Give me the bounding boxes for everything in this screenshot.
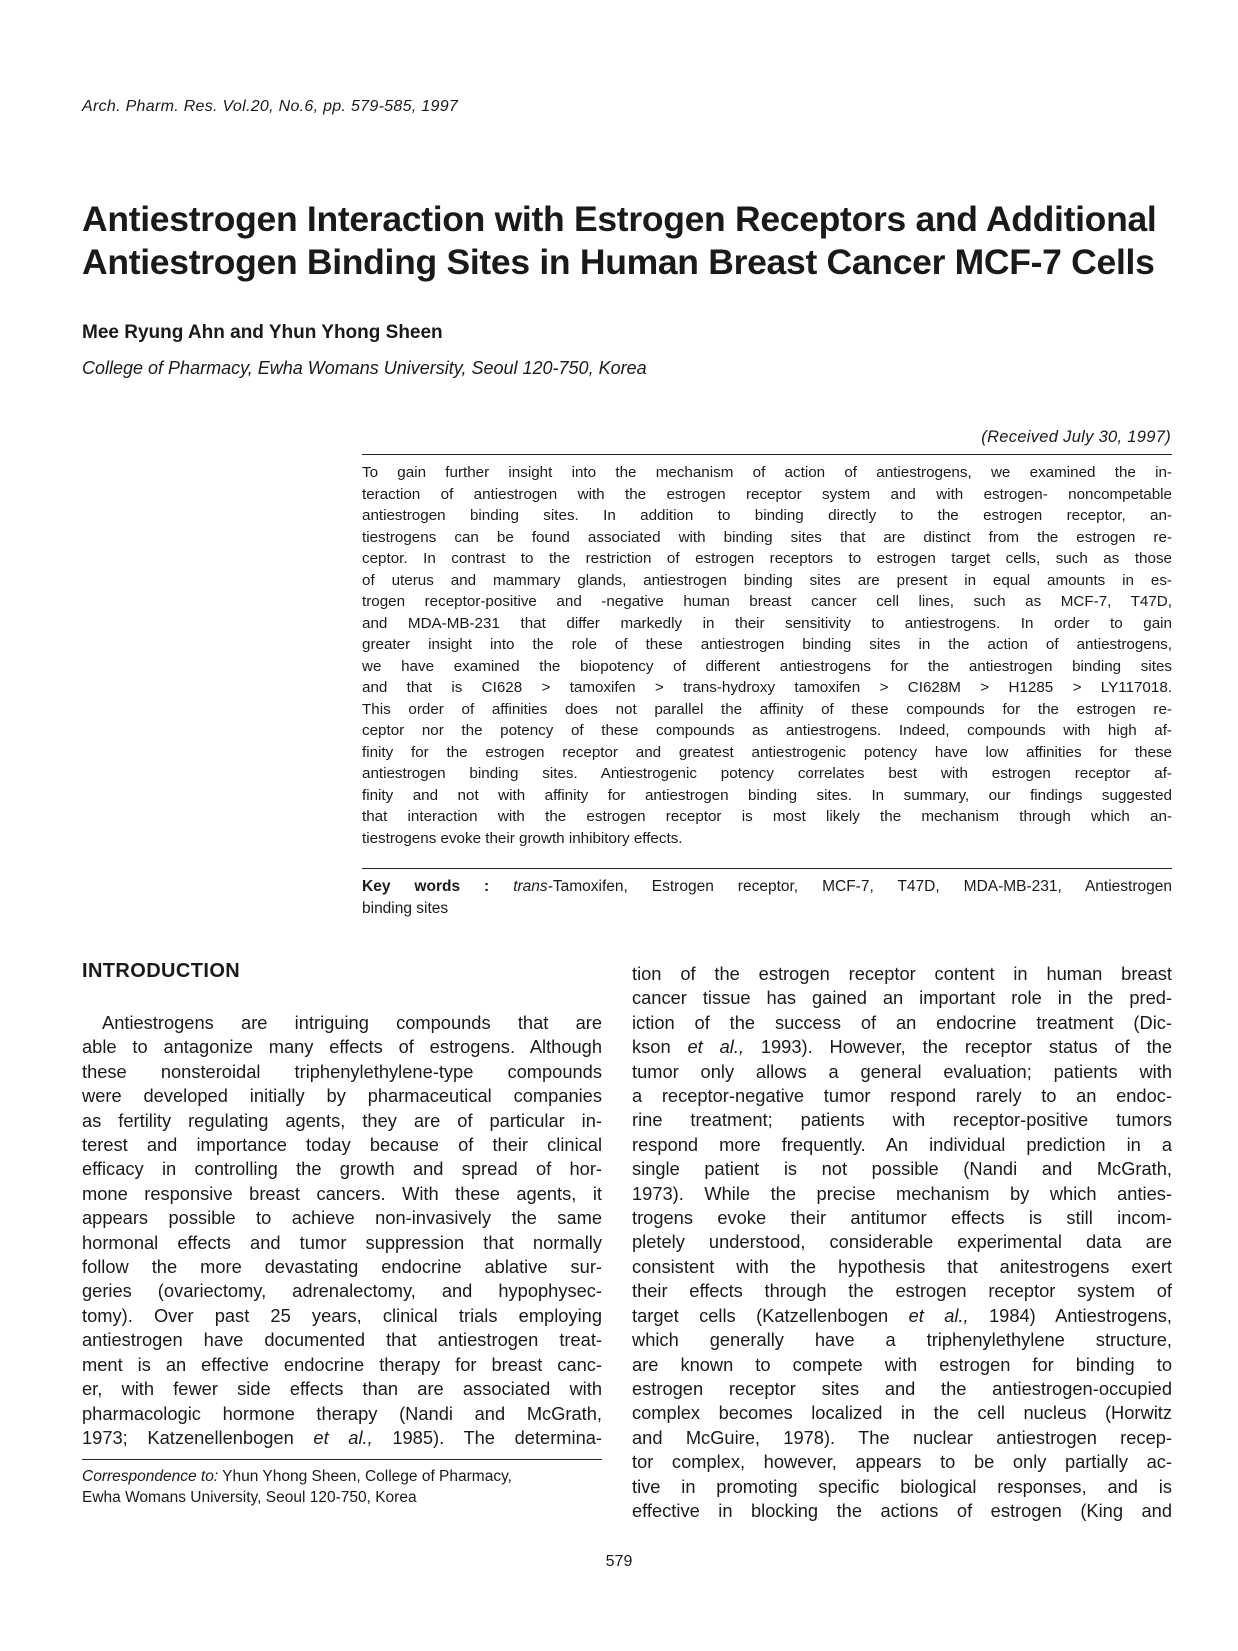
- keywords: [362, 876, 1172, 919]
- text-line: tive in promoting specific biological responses, and is: [632, 1475, 1172, 1497]
- text-line: a receptor-negative tumor respond rarely to an endoc-: [632, 1085, 1172, 1107]
- text-line: iction of the success of an endocrine treatment (Dic-: [632, 1011, 1172, 1033]
- abstract-line: This order of affinities does not parallel the affinity of these compounds for the estrogen re-: [362, 700, 1172, 718]
- keywords-list: Tamoxifen, Estrogen receptor, MCF-7, T47D, MDA-MB-231, Antiestrogen: [552, 878, 1173, 895]
- text-line: pletely understood, considerable experimental data are: [632, 1231, 1172, 1253]
- text-line: appears possible to achieve non-invasively the same: [82, 1207, 602, 1229]
- correspondence-footnote: [82, 1466, 602, 1508]
- text-line: cancer tissue has gained an important role in the pred-: [632, 987, 1172, 1009]
- text-line: follow the more devastating endocrine ablative sur-: [82, 1256, 602, 1278]
- footnote-text: Yhun Yhong Sheen, College of Pharmacy,: [218, 1468, 512, 1485]
- text-line: as fertility regulating agents, they are of particular in-: [82, 1109, 602, 1131]
- abstract-line: finity for the estrogen receptor and greatest antiestrogenic potency have low affinities for these: [362, 743, 1172, 761]
- footnote-line-1: [82, 1466, 602, 1487]
- text-line: effective in blocking the actions of estrogen (King and: [632, 1499, 1172, 1521]
- text-line: hormonal effects and tumor suppression that normally: [82, 1231, 602, 1253]
- keywords-italic-prefix: trans-: [513, 878, 553, 895]
- text-run: 1993). However, the receptor status of the: [743, 1036, 1172, 1058]
- received-date: (Received July 30, 1997): [981, 428, 1171, 446]
- text-line: estrogen receptor sites and the antiestrogen-occupied: [632, 1377, 1172, 1399]
- text-line: were developed initially by pharmaceutical companies: [82, 1085, 602, 1107]
- text-line: these nonsteroidal triphenylethylene-type compounds: [82, 1060, 602, 1082]
- text-line: 1973). While the precise mechanism by which anties-: [632, 1182, 1172, 1204]
- text-line: [82, 1426, 602, 1450]
- abstract-line: trogen receptor-positive and -negative human breast cancer cell lines, such as MCF-7, T47D,: [362, 593, 1172, 610]
- abstract-line: ceptor nor the potency of these compounds as antiestrogens. Indeed, compounds with high af-: [362, 722, 1172, 739]
- text-line: [632, 1035, 1172, 1059]
- abstract-line: that interaction with the estrogen receptor is most likely the mechanism through which an-: [362, 808, 1172, 825]
- abstract-line: antiestrogen binding sites. Antiestrogenic potency correlates best with estrogen receptor af-: [362, 765, 1172, 782]
- title-line-2: Antiestrogen Binding Sites in Human Breast Cancer MCF-7 Cells: [82, 242, 1155, 282]
- keywords-label: Key words :: [362, 878, 490, 895]
- text-line: [632, 1304, 1172, 1328]
- author-affiliation: College of Pharmacy, Ewha Womans University, Seoul 120-750, Korea: [82, 358, 647, 378]
- keywords-line-2: binding sites: [362, 899, 449, 917]
- text-line: terest and importance today because of their clinical: [82, 1134, 602, 1156]
- text-line: er, with fewer side effects than are associated with: [82, 1378, 602, 1400]
- text-line: ment is an effective endocrine therapy for breast canc-: [82, 1353, 602, 1375]
- text-line: able to antagonize many effects of estrogens. Although: [82, 1036, 602, 1058]
- text-run: 1984) Antiestrogens,: [968, 1304, 1172, 1326]
- text-line: respond more frequently. An individual prediction in a: [632, 1133, 1172, 1155]
- text-line: trogens evoke their antitumor effects is still incom-: [632, 1207, 1172, 1229]
- body-column-left: [82, 1011, 602, 1450]
- abstract-line: teraction of antiestrogen with the estrogen receptor system and with estrogen- noncompetable: [362, 485, 1172, 503]
- abstract-line: ceptor. In contrast to the restriction of estrogen receptors to estrogen target cells, such as those: [362, 550, 1172, 567]
- footnote-label: Correspondence to:: [82, 1468, 219, 1485]
- text-line: geries (ovariectomy, adrenalectomy, and hypophysec-: [82, 1280, 602, 1302]
- citation-et-al: et al.,: [908, 1304, 969, 1326]
- text-line: pharmacologic hormone therapy (Nandi and McGrath,: [82, 1402, 602, 1424]
- footnote-line-2: Ewha Womans University, Seoul 120-750, Korea: [82, 1489, 417, 1506]
- abstract-line: and that is CI628 > tamoxifen > trans-hydroxy tamoxifen > CI628M > H1285 > LY117018.: [362, 679, 1172, 696]
- author-list: Mee Ryung Ahn and Yhun Yhong Sheen: [82, 322, 443, 343]
- journal-reference: Arch. Pharm. Res. Vol.20, No.6, pp. 579-585, 1997: [82, 98, 459, 115]
- keywords-line-1: [362, 876, 1172, 898]
- text-line: antiestrogen have documented that antiestrogen treat-: [82, 1329, 602, 1351]
- page-number: 579: [605, 1553, 633, 1570]
- text-run: 1973; Katzenellenbogen: [82, 1426, 314, 1448]
- title-line-1: Antiestrogen Interaction with Estrogen Receptors and Additional: [82, 199, 1157, 239]
- text-run: 1985). The determina-: [372, 1426, 602, 1448]
- abstract-line: To gain further insight into the mechanism of action of antiestrogens, we examined the in-: [362, 464, 1172, 481]
- abstract: [362, 462, 1172, 849]
- body-column-right: [632, 962, 1172, 1523]
- text-line: single patient is not possible (Nandi and McGrath,: [632, 1158, 1172, 1180]
- article-title: [82, 198, 1172, 284]
- text-line: Antiestrogens are intriguing compounds that are: [102, 1012, 602, 1033]
- text-line: consistent with the hypothesis that anitestrogens exert: [632, 1255, 1172, 1277]
- text-run: target cells (Katzellenbogen: [632, 1304, 909, 1326]
- abstract-line: and MDA-MB-231 that differ markedly in their sensitivity to antiestrogens. In order to gain: [362, 614, 1172, 632]
- abstract-line: of uterus and mammary glands, antiestrogen binding sites are present in equal amounts in es-: [362, 571, 1172, 589]
- abstract-top-rule: [362, 454, 1172, 455]
- text-line: mone responsive breast cancers. With these agents, it: [82, 1182, 602, 1204]
- text-line: complex becomes localized in the cell nucleus (Horwitz: [632, 1402, 1172, 1424]
- abstract-bottom-rule: [362, 868, 1172, 869]
- abstract-line: antiestrogen binding sites. In addition to binding directly to the estrogen receptor, an-: [362, 507, 1172, 524]
- text-line: which generally have a triphenylethylene structure,: [632, 1329, 1172, 1351]
- text-line: tumor only allows a general evaluation; patients with: [632, 1060, 1172, 1082]
- text-line: their effects through the estrogen receptor system of: [632, 1280, 1172, 1302]
- footnote-rule: [82, 1459, 602, 1460]
- abstract-line: tiestrogens evoke their growth inhibitory effects.: [362, 829, 683, 847]
- citation-et-al: et al.,: [313, 1426, 373, 1448]
- abstract-line: we have examined the biopotency of different antiestrogens for the antiestrogen binding sites: [362, 657, 1172, 675]
- text-run: kson: [632, 1036, 688, 1058]
- abstract-line: greater insight into the role of these antiestrogen binding sites in the action of antiestrogens,: [362, 636, 1172, 653]
- text-line: efficacy in controlling the growth and spread of hor-: [82, 1158, 602, 1180]
- text-line: tomy). Over past 25 years, clinical trials employing: [82, 1304, 602, 1326]
- text-line: and McGuire, 1978). The nuclear antiestrogen recep-: [632, 1426, 1172, 1448]
- abstract-line: finity and not with affinity for antiestrogen binding sites. In summary, our findings suggested: [362, 786, 1172, 804]
- abstract-line: tiestrogens can be found associated with binding sites that are distinct from the estrogen re-: [362, 528, 1172, 546]
- text-line: are known to compete with estrogen for binding to: [632, 1353, 1172, 1375]
- text-line: rine treatment; patients with receptor-positive tumors: [632, 1109, 1172, 1131]
- section-heading-introduction: INTRODUCTION: [82, 960, 241, 982]
- text-line: tion of the estrogen receptor content in human breast: [632, 963, 1172, 984]
- text-line: tor complex, however, appears to be only partially ac-: [632, 1451, 1172, 1473]
- citation-et-al: et al.,: [687, 1036, 744, 1058]
